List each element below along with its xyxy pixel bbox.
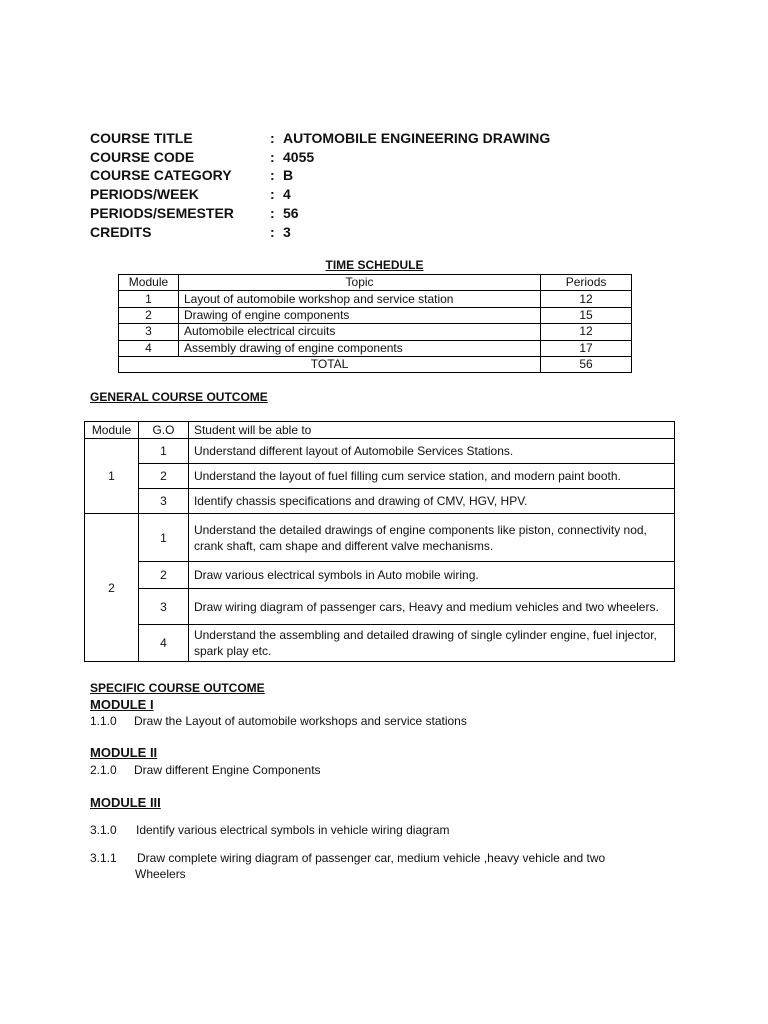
- table-row: [119, 340, 632, 356]
- module-1-heading: MODULE I: [90, 697, 154, 712]
- total-value: 56: [541, 356, 632, 372]
- outcome-cell: Understand the layout of fuel filling cum service station, and modern paint booth.: [188, 464, 674, 489]
- go-cell: 3: [138, 589, 188, 625]
- column-header: Module: [85, 422, 139, 439]
- colon: :: [270, 167, 275, 183]
- module-cell: 4: [119, 340, 179, 356]
- topic-cell: Layout of automobile workshop and service station: [178, 291, 540, 307]
- outcome-text: Draw different Engine Components: [134, 763, 321, 777]
- general-outcome-title: GENERAL COURSE OUTCOME: [90, 390, 268, 404]
- periods-semester-value: 56: [283, 205, 299, 221]
- table-row: [119, 291, 632, 307]
- table-row: [85, 514, 675, 562]
- column-header: Periods: [541, 275, 632, 291]
- module-cell: 2: [85, 514, 139, 662]
- specific-outcome-title: SPECIFIC COURSE OUTCOME: [90, 681, 265, 695]
- column-header: Module: [119, 275, 179, 291]
- colon: :: [270, 149, 275, 165]
- periods-cell: 12: [541, 291, 632, 307]
- go-cell: 1: [138, 439, 188, 464]
- column-header: G.O: [138, 422, 188, 439]
- table-row: [85, 489, 675, 514]
- outcome-cell: Draw various electrical symbols in Auto mobile wiring.: [188, 562, 674, 589]
- colon: :: [270, 186, 275, 202]
- go-cell: 1: [138, 514, 188, 562]
- table-row: [85, 562, 675, 589]
- time-schedule-title: TIME SCHEDULE: [325, 258, 424, 272]
- outcome-cell: Draw wiring diagram of passenger cars, Heavy and medium vehicles and two wheelers.: [188, 589, 674, 625]
- outcome-cell: Understand the assembling and detailed drawing of single cylinder engine, fuel injector, spark play etc.: [188, 625, 674, 662]
- module-cell: 1: [85, 439, 139, 514]
- go-cell: 2: [138, 562, 188, 589]
- outcome-cell: Understand different layout of Automobile Services Stations.: [188, 439, 674, 464]
- go-cell: 2: [138, 464, 188, 489]
- periods-cell: 12: [541, 324, 632, 340]
- total-row: [119, 356, 632, 372]
- outcome-text: Draw the Layout of automobile workshops and service stations: [134, 714, 467, 728]
- column-header: Student will be able to: [188, 422, 674, 439]
- periods-cell: 15: [541, 307, 632, 323]
- table-header-row: [85, 422, 675, 439]
- topic-cell: Assembly drawing of engine components: [178, 340, 540, 356]
- module-cell: 1: [119, 291, 179, 307]
- course-category-label: COURSE CATEGORY: [90, 167, 232, 183]
- colon: :: [270, 224, 275, 240]
- topic-cell: Drawing of engine components: [178, 307, 540, 323]
- table-row: [85, 625, 675, 662]
- periods-cell: 17: [541, 340, 632, 356]
- credits-value: 3: [283, 224, 291, 240]
- outcome-number: 2.1.0: [90, 763, 117, 777]
- outcome-text: Draw complete wiring diagram of passenger car, medium vehicle ,heavy vehicle and two Wheelers: [135, 851, 606, 881]
- total-label: TOTAL: [119, 356, 541, 372]
- outcome-text: Identify various electrical symbols in vehicle wiring diagram: [136, 823, 450, 837]
- colon: :: [270, 205, 275, 221]
- table-row: [85, 439, 675, 464]
- course-code-value: 4055: [283, 149, 315, 165]
- outcome-number: 1.1.0: [90, 714, 117, 728]
- periods-week-value: 4: [283, 186, 291, 202]
- general-outcome-table: [84, 421, 675, 662]
- course-code-label: COURSE CODE: [90, 149, 195, 165]
- topic-cell: Automobile electrical circuits: [178, 324, 540, 340]
- time-schedule-table: [118, 274, 632, 373]
- table-row: [85, 464, 675, 489]
- outcome-cell: Understand the detailed drawings of engine components like piston, connectivity nod, crank shaft, cam shape and different valve mechanisms.: [188, 514, 674, 562]
- colon: :: [270, 130, 275, 146]
- module-2-heading: MODULE II: [90, 745, 158, 760]
- table-header-row: [119, 275, 632, 291]
- table-row: [85, 589, 675, 625]
- go-cell: 3: [138, 489, 188, 514]
- periods-semester-label: PERIODS/SEMESTER: [90, 205, 234, 221]
- go-cell: 4: [138, 625, 188, 662]
- course-title-value: AUTOMOBILE ENGINEERING DRAWING: [283, 130, 551, 146]
- table-row: [119, 307, 632, 323]
- course-category-value: B: [283, 167, 294, 183]
- table-row: [119, 324, 632, 340]
- course-title-label: COURSE TITLE: [90, 130, 193, 146]
- outcome-number: 3.1.1: [90, 851, 117, 865]
- outcome-number: 3.1.0: [90, 823, 117, 837]
- outcome-cell: Identify chassis specifications and drawing of CMV, HGV, HPV.: [188, 489, 674, 514]
- periods-week-label: PERIODS/WEEK: [90, 186, 199, 202]
- module-cell: 3: [119, 324, 179, 340]
- module-3-heading: MODULE III: [90, 795, 161, 810]
- column-header: Topic: [178, 275, 540, 291]
- credits-label: CREDITS: [90, 224, 152, 240]
- module-cell: 2: [119, 307, 179, 323]
